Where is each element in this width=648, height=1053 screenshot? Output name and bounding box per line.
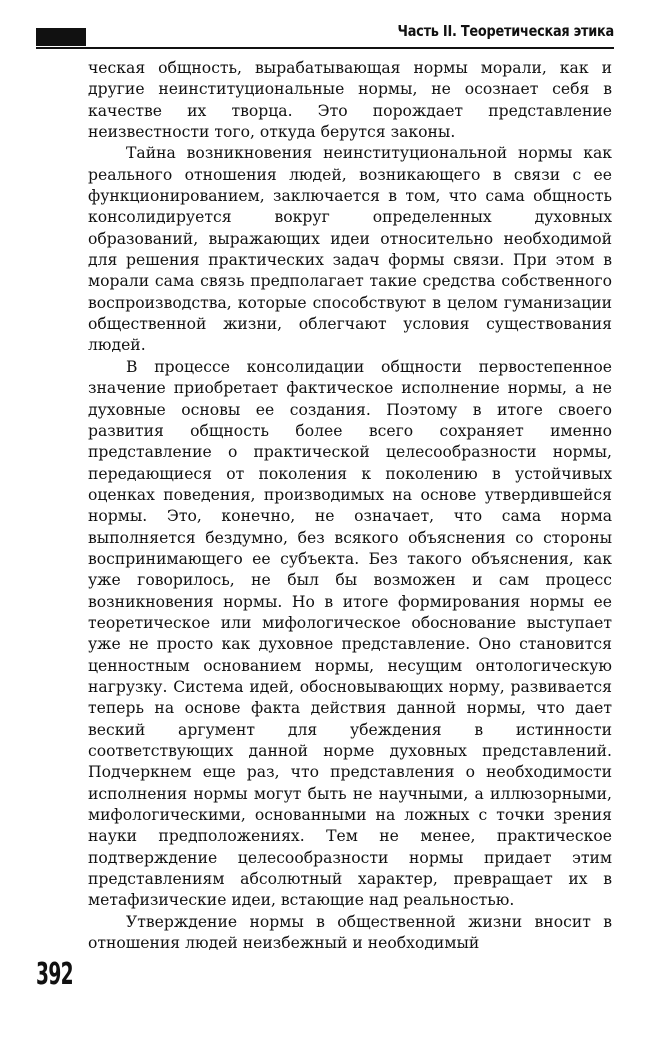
running-header: Часть II. Теоретическая этика <box>397 22 614 40</box>
header-rule <box>36 47 614 49</box>
body-text <box>88 58 612 954</box>
paragraph: Утверждение нормы в общественной жизни вносит в отношения людей неизбежный и необходимый <box>88 912 612 953</box>
paragraph: В процессе консолидации общности первостепенное значение приобретает фактическое исполнение нормы, а не духовные основы ее создания. Поэтому в итоге своего развития общность более всего сохраняет именно представление о практической целесообразности нормы, передающиеся от поколения к поколению в устойчивых оценках поведения, производимых на основе утвердившейся нормы. Это, конечно, не означает, что сама норма выполняется бездумно, без всякого объяснения со стороны воспринимающего ее субъекта. Без такого объяснения, как уже говорилось, не был бы возможен и сам процесс возникновения нормы. Но в итоге формирования нормы ее теоретическое или мифологическое обоснование выступает уже не просто как духовное представление. Оно становится ценностным основанием нормы, несущим онтологическую нагрузку. Система идей, обосновывающих норму, развивается теперь на основе факта действия данной нормы, что дает веский аргумент для убеждения в истинности соответствующих данной норме духовных представлений. Подчеркнем еще раз, что представления о необходимости исполнения нормы могут быть не научными, а иллюзорными, мифологическими, основанными на ложных с точки зрения науки предположениях. Тем не менее, практическое подтверждение целесообразности нормы придает этим представлениям абсолютный характер, превращает их в метафизические идеи, встающие над реальностью. <box>88 357 612 910</box>
page-number: 392 <box>36 957 73 992</box>
header-decorative-bar <box>36 28 86 46</box>
paragraph: Тайна возникновения неинституциональной нормы как реального отношения людей, возникающего в связи с ее функционированием, заключается в том, что сама общность консолидируется вокруг определенных духовных образований, выражающих идеи относительно необходимой для решения практических задач формы связи. При этом в морали сама связь предполагает такие средства собственного воспроизводства, которые способствуют в целом гуманизации общественной жизни, облегчают условия существования людей. <box>88 144 612 355</box>
paragraph-continued: ческая общность, вырабатывающая нормы морали, как и другие неинституциональные нормы, не осознает себя в качестве их творца. Это порождает представление неизвестности того, откуда берутся законы. <box>88 59 612 142</box>
